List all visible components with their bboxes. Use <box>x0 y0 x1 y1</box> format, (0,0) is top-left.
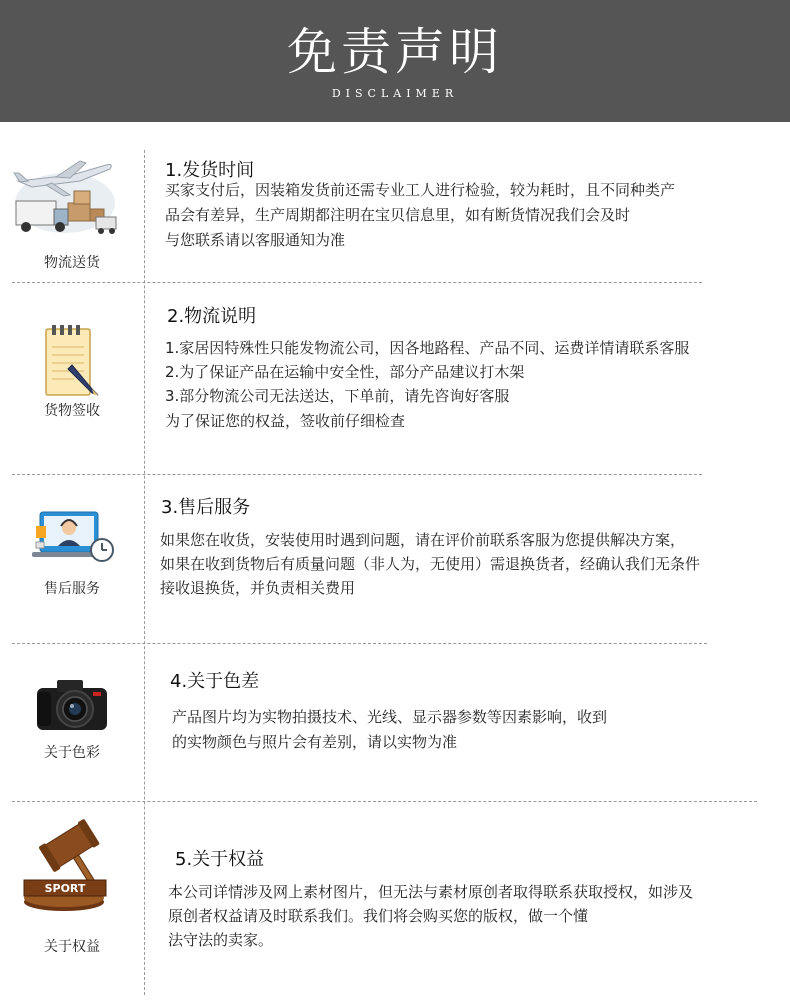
section-2-line: 为了保证您的权益，签收前仔细检查 <box>165 412 406 430</box>
section-4-caption: 关于色彩 <box>44 745 100 761</box>
section-3-caption: 售后服务 <box>44 581 100 597</box>
section-2-line: 2.为了保证产品在运输中安全性，部分产品建议打木架 <box>165 363 525 381</box>
header-banner <box>0 0 790 122</box>
section-divider <box>12 643 707 644</box>
section-4-title: 4.关于色差 <box>170 671 260 692</box>
section-5-line: 法守法的卖家。 <box>168 931 274 949</box>
gavel-badge-text: SPORT <box>44 882 86 895</box>
section-2-caption: 货物签收 <box>44 403 100 419</box>
section-2-title: 2.物流说明 <box>167 306 257 327</box>
clipboard-pen-icon <box>42 323 102 401</box>
section-4-line: 产品图片均为实物拍摄技术、光线、显示器参数等因素影响，收到 <box>172 708 608 726</box>
section-divider <box>12 801 757 802</box>
section-2-icon-box <box>10 318 134 428</box>
section-1-line: 买家支付后，因装箱发货前还需专业工人进行检验，较为耗时，且不同种类产 <box>165 181 676 199</box>
section-divider <box>12 282 702 283</box>
section-1-caption: 物流送货 <box>44 255 100 271</box>
camera-icon <box>33 674 111 734</box>
section-2-line: 1.家居因特殊性只能发物流公司，因各地路程、产品不同、运费详情请联系客服 <box>165 339 690 357</box>
customer-service-icon <box>28 504 118 570</box>
section-5-icon-box <box>10 818 134 958</box>
page-subtitle: DISCLAIMER <box>331 87 459 100</box>
section-3-line: 如果您在收货，安装使用时遇到问题，请在评价前联系客服为您提供解决方案， <box>160 531 686 549</box>
section-5-caption: 关于权益 <box>44 939 100 955</box>
section-3-icon-box <box>10 500 134 610</box>
section-1-icon-box <box>10 155 134 275</box>
gavel-icon <box>16 818 128 913</box>
section-3-line: 如果在收到货物后有质量问题（非人为，无使用）需退换货者，经确认我们无条件 <box>160 555 701 573</box>
section-5-line: 本公司详情涉及网上素材图片，但无法与素材原创者取得联系获取授权，如涉及 <box>168 883 694 901</box>
section-1-title: 1.发货时间 <box>165 160 255 181</box>
section-divider <box>12 474 702 475</box>
section-4-icon-box <box>10 672 134 772</box>
page-title: 免责声明 <box>287 23 503 81</box>
vertical-divider <box>144 150 145 995</box>
logistics-icon <box>10 155 120 240</box>
section-2-line: 3.部分物流公司无法送达，下单前，请先咨询好客服 <box>165 387 510 405</box>
section-3-title: 3.售后服务 <box>161 497 251 518</box>
section-1-line: 与您联系请以客服通知为准 <box>165 231 346 249</box>
section-5-title: 5.关于权益 <box>175 849 265 870</box>
section-1-line: 品会有差异，生产周期都注明在宝贝信息里，如有断货情况我们会及时 <box>165 206 631 224</box>
section-3-line: 接收退换货，并负责相关费用 <box>160 579 356 597</box>
section-5-line: 原创者权益请及时联系我们。我们将会购买您的版权，做一个懂 <box>168 907 589 925</box>
section-4-line: 的实物颜色与照片会有差别，请以实物为准 <box>172 733 458 751</box>
